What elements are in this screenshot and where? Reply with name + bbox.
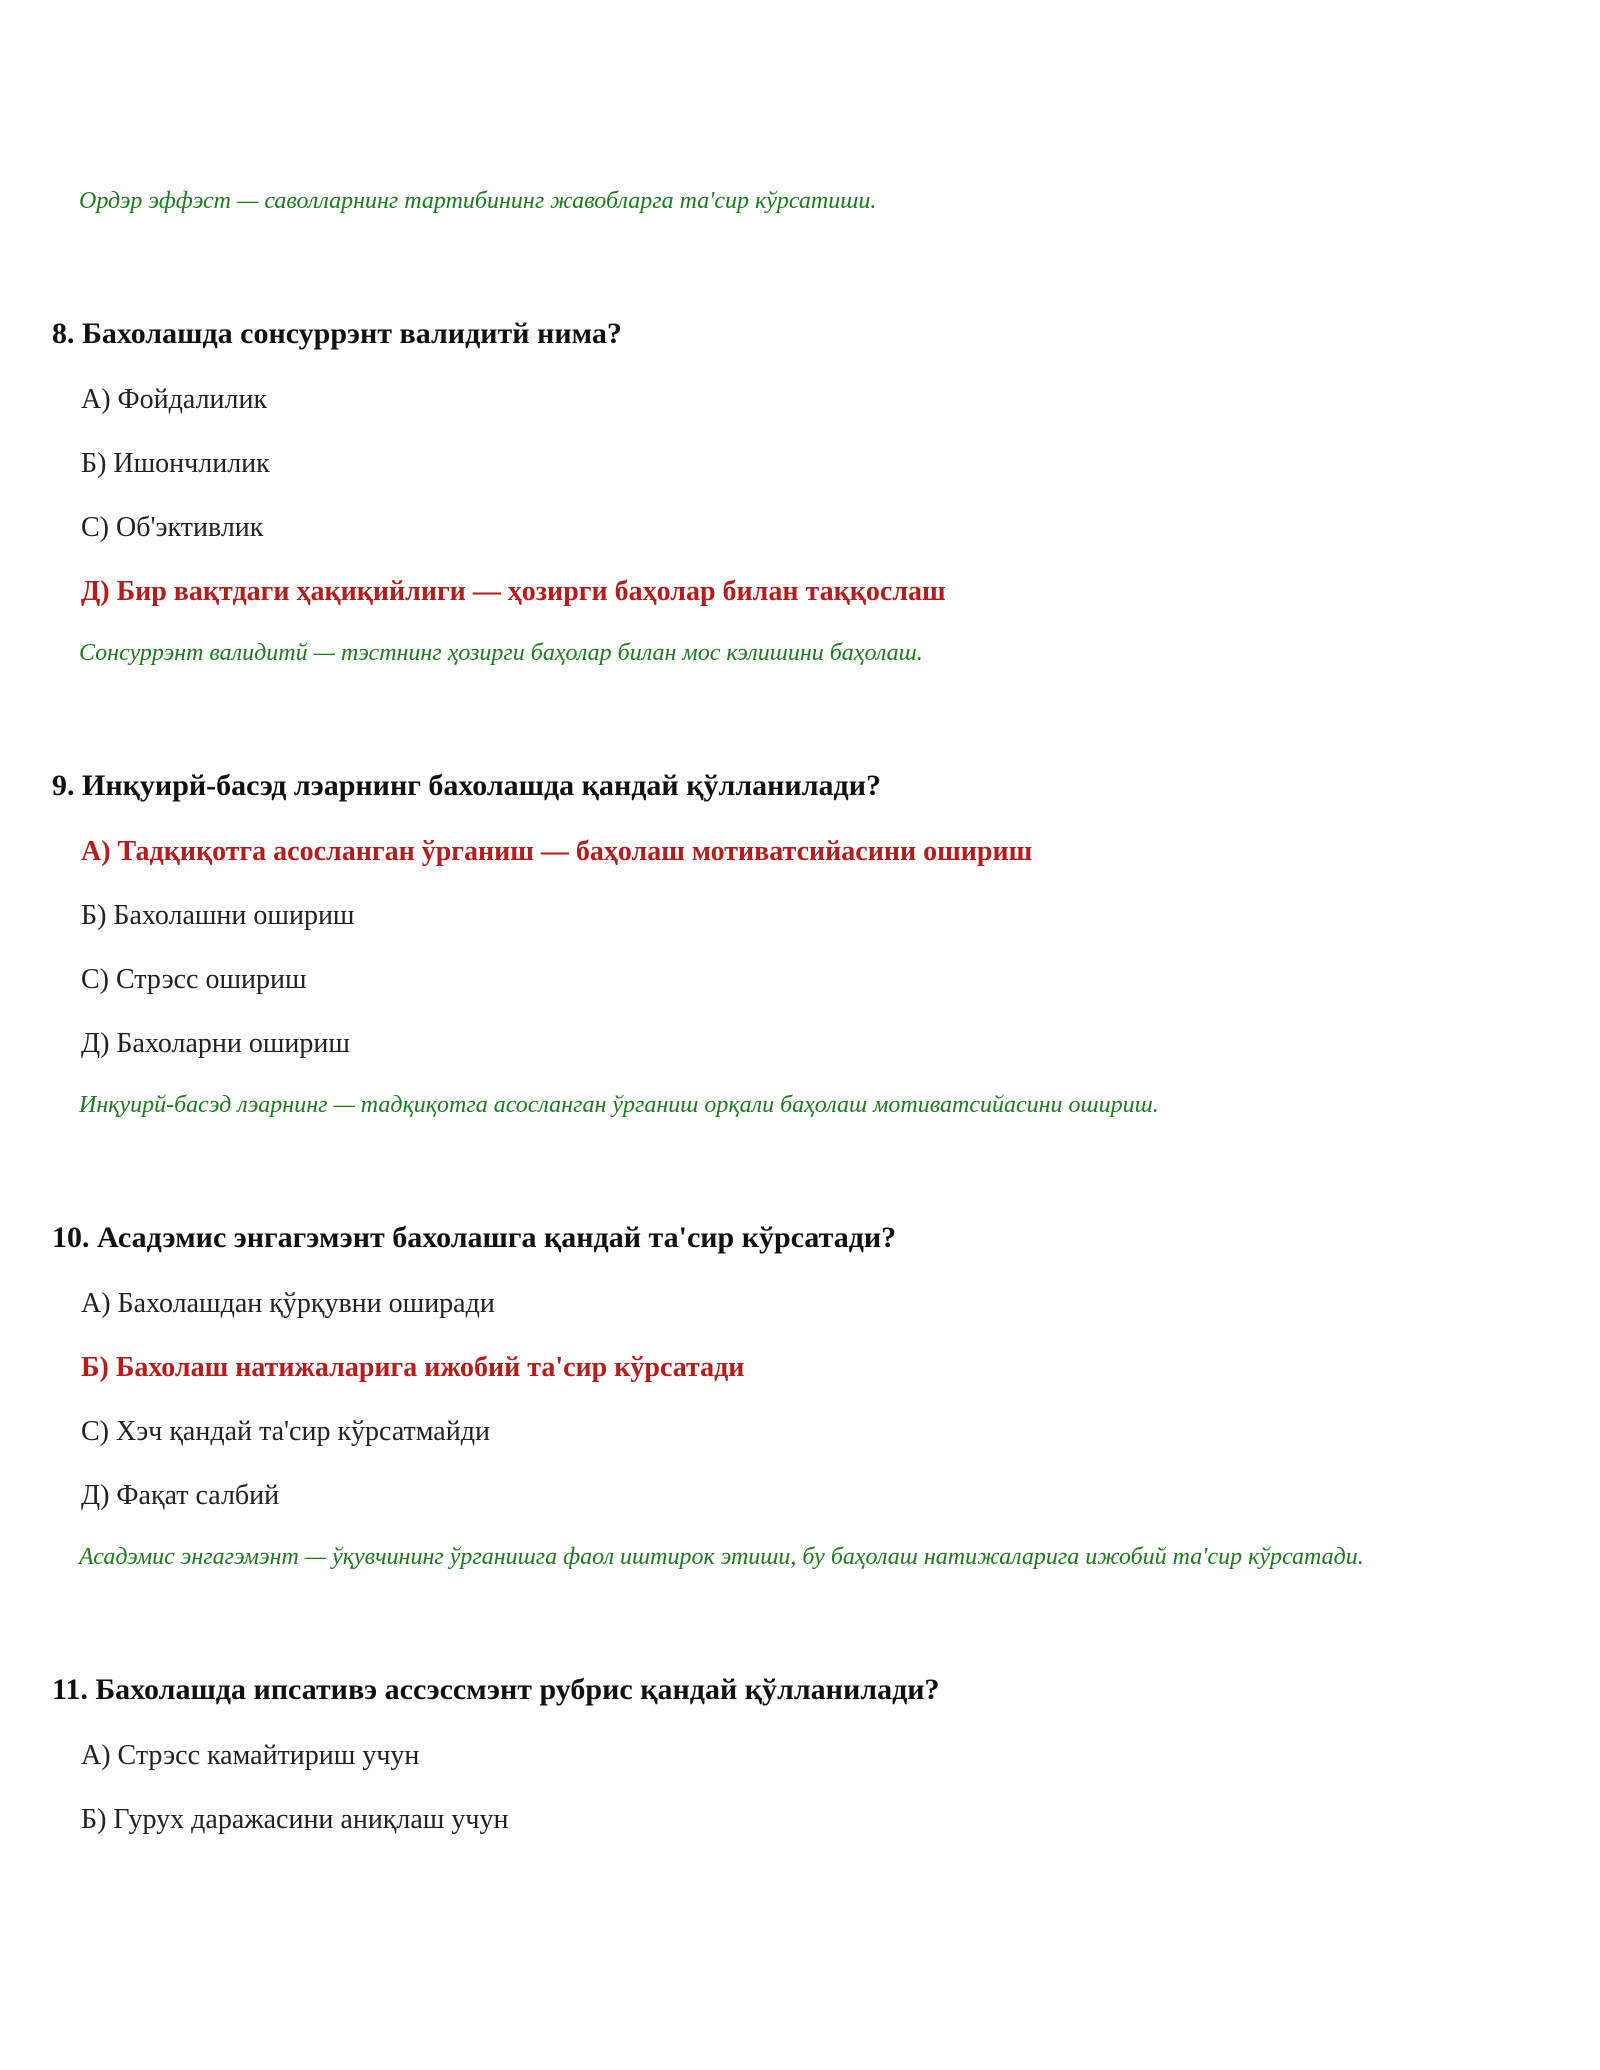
question-10: 10. Асадэмис энгагэмэнт бахолашга қандай та'сир кўрсатади? [52, 1221, 897, 1254]
q11-option-b: Б) Гурух даражасини аниқлаш учун [81, 1804, 509, 1835]
explanation-q10: Асадэмис энгагэмэнт — ўқувчининг ўрганишга фаол иштирок этиши, бу баҳолаш натижаларига ижобий та'сир кўрсатади. [79, 1544, 1364, 1570]
q10-option-a: А) Бахолашдан қўрқувни оширади [81, 1288, 495, 1319]
q9-option-a-correct: А) Тадқиқотга асосланган ўрганиш — баҳолаш мотиватсийасини ошириш [81, 836, 1033, 867]
q9-option-d: Д) Бахоларни ошириш [81, 1028, 350, 1059]
q9-option-c: С) Стрэсс ошириш [81, 964, 307, 995]
question-9: 9. Инқуирй-басэд лэарнинг бахолашда қандай қўлланилади? [52, 769, 882, 802]
q8-option-c: С) Об'эктивлик [81, 512, 264, 543]
explanation-q7: Ордэр эффэст — саволларнинг тартибининг жавобларга та'сир кўрсатиши. [79, 188, 877, 214]
q11-option-a: А) Стрэсс камайтириш учун [81, 1740, 420, 1771]
q10-option-d: Д) Фақат салбий [81, 1480, 280, 1511]
q9-option-b: Б) Бахолашни ошириш [81, 900, 355, 931]
q10-option-b-correct: Б) Бахолаш натижаларига ижобий та'сир кўрсатади [81, 1352, 745, 1383]
explanation-q9: Инқуирй-басэд лэарнинг — тадқиқотга асосланган ўрганиш орқали баҳолаш мотиватсийасини ошириш. [79, 1092, 1159, 1118]
question-8: 8. Бахолашда сонсуррэнт валидитй нима? [52, 317, 622, 350]
explanation-q8: Сонсуррэнт валидитй — тэстнинг ҳозирги баҳолар билан мос кэлишини баҳолаш. [79, 640, 923, 666]
question-11: 11. Бахолашда ипсативэ ассэссмэнт рубрис қандай қўлланилади? [52, 1673, 940, 1706]
q10-option-c: С) Хэч қандай та'сир кўрсатмайди [81, 1416, 490, 1447]
q8-option-d-correct: Д) Бир вақтдаги ҳақиқийлиги — ҳозирги баҳолар билан таққослаш [81, 576, 946, 607]
q8-option-a: А) Фойдалилик [81, 384, 268, 415]
q8-option-b: Б) Ишончлилик [81, 448, 270, 479]
